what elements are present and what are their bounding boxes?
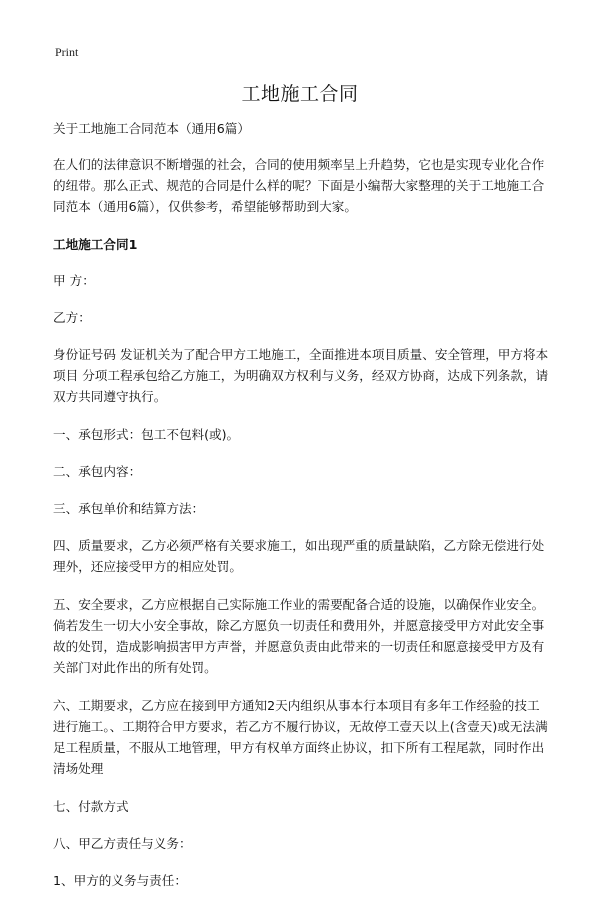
clause-2: 二、承包内容： xyxy=(53,464,142,479)
id-clause-paragraph: 身份证号码 发证机关为了配合甲方工地施工，全面推进本项目质量、安全管理，甲方将本项目 分项工程承包给乙方施工，为明确双方权利与义务，经双方协商，达成下列条款，请双方共同遵守执行。 xyxy=(53,347,549,404)
clause-5: 五、安全要求，乙方应根据自己实际施工作业的需要配备合适的设施，以确保作业安全。倘若发生一切大小安全事故，除乙方愿负一切责任和费用外，并愿意接受甲方对此安全事故的处罚，造成影响损害甲方声誉，并愿意负责由此带来的一切责任和愿意接受甲方及有关部门对此作出的所有处罚。 xyxy=(53,597,545,675)
document-body xyxy=(53,118,551,907)
clause-8: 八、甲乙方责任与义务： xyxy=(53,836,192,851)
clause-7: 七、付款方式 xyxy=(53,799,129,814)
clause-3: 三、承包单价和结算方法： xyxy=(53,501,205,516)
party-a-line: 甲 方： xyxy=(53,273,95,288)
clause-1: 一、承包形式：包工不包料(或)。 xyxy=(53,427,240,442)
section-heading: 工地施工合同1 xyxy=(53,237,138,252)
clause-8-1: 1、甲方的义务与责任： xyxy=(53,873,187,888)
party-b-line: 乙方： xyxy=(53,310,91,325)
clause-4: 四、质量要求，乙方必须严格有关要求施工，如出现严重的质量缺陷，乙方除无偿进行处理外，还应接受甲方的相应处罚。 xyxy=(53,538,545,574)
print-label: Print xyxy=(55,45,79,59)
intro-paragraph: 在人们的法律意识不断增强的社会，合同的使用频率呈上升趋势，它也是实现专业化合作的纽带。那么正式、规范的合同是什么样的呢？下面是小编帮大家整理的关于工地施工合同范本（通用6篇），仅供参考，希望能够帮助到大家。 xyxy=(53,157,545,214)
page-title: 工地施工合同 xyxy=(241,83,359,105)
clause-6: 六、工期要求，乙方应在接到甲方通知2天内组织从事本行本项目有多年工作经验的技工进行施工。、工期符合甲方要求，若乙方不履行协议，无故停工壹天以上(含壹天)或无法满足工程质量，不服从工地管理，甲方有权单方面终止协议，扣下所有工程尾款，同时作出清场处理 xyxy=(53,698,548,776)
document-subtitle: 关于工地施工合同范本（通用6篇） xyxy=(53,121,250,136)
